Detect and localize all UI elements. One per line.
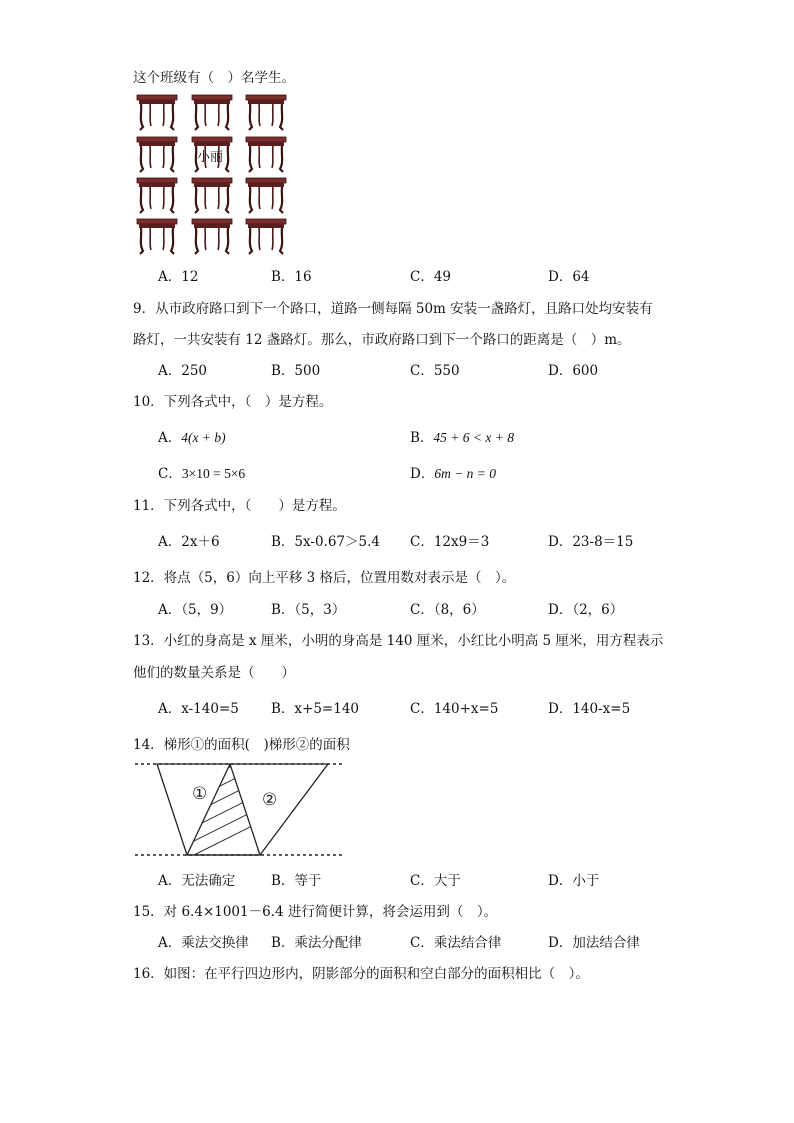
q8-option-b[interactable]: B．16	[271, 269, 312, 285]
q14-option-d[interactable]: D．小于	[548, 873, 600, 889]
desk-icon	[191, 218, 233, 256]
q15-option-b[interactable]: B．乘法分配律	[271, 935, 362, 951]
q10-option-b-prefix: B．	[410, 430, 434, 446]
q11-option-d[interactable]: D．23-8＝15	[548, 534, 634, 550]
q13-option-c[interactable]: C．140+x=5	[410, 701, 499, 717]
q8-option-d[interactable]: D．64	[548, 269, 590, 285]
q15-option-c[interactable]: C．乘法结合律	[410, 935, 502, 951]
q14-option-c[interactable]: C．大于	[410, 873, 461, 889]
trapezoid-2-label: ②	[262, 790, 278, 810]
q10-option-b[interactable]	[410, 426, 514, 446]
q8-option-c[interactable]: C．49	[410, 269, 452, 285]
q13-option-d[interactable]: D．140-x=5	[548, 701, 631, 717]
q10-option-a-expr: 4(x + b)	[181, 430, 226, 445]
shaded-overlap-region	[170, 757, 270, 862]
q9-stem-line1: 9．从市政府路口到下一个路口，道路一侧每隔 50m 安装一盏路灯，且路口处均安装有	[133, 301, 653, 317]
q11-option-a[interactable]: A．2x＋6	[158, 534, 220, 550]
q9-option-d[interactable]: D．600	[548, 363, 599, 379]
trapezoid-figure	[130, 757, 350, 862]
desk-icon	[136, 177, 178, 215]
q14-option-a[interactable]: A．无法确定	[158, 873, 236, 889]
q14-option-b[interactable]: B．等于	[271, 873, 322, 889]
q10-option-b-expr: 45 + 6 < x + 8	[433, 430, 514, 445]
q8-option-a[interactable]: A．12	[158, 269, 199, 285]
q9-option-b[interactable]: B．500	[271, 363, 321, 379]
desk-icon	[136, 94, 178, 132]
q10-option-c[interactable]	[158, 462, 245, 482]
q10-option-d[interactable]	[410, 462, 496, 482]
q10-stem: 10．下列各式中，（ ）是方程。	[133, 394, 333, 410]
desk-label-xiaoli: 小丽	[197, 150, 224, 165]
desk-icon	[245, 94, 287, 132]
q15-option-d[interactable]: D．加法结合律	[548, 935, 640, 951]
q12-option-a[interactable]: A．（5，9）	[158, 602, 233, 618]
trapezoid-1-label: ①	[192, 784, 208, 804]
q13-option-b[interactable]: B．x+5=140	[271, 701, 360, 717]
q12-option-d[interactable]: D．（2，6）	[548, 602, 624, 618]
q13-stem-line1: 13．小红的身高是 x 厘米，小明的身高是 140 厘米，小红比小明高 5 厘米，用方程表示	[133, 633, 664, 649]
q9-option-c[interactable]: C．550	[410, 363, 460, 379]
desk-icon	[245, 218, 287, 256]
desk-icon	[136, 136, 178, 174]
q10-option-d-expr: 6m − n = 0	[434, 466, 497, 481]
q14-stem: 14．梯形①的面积( )梯形②的面积	[133, 737, 350, 753]
desk-icon	[191, 177, 233, 215]
desk-icon	[191, 94, 233, 132]
q11-option-c[interactable]: C．12x9＝3	[410, 534, 490, 550]
q13-stem-line2: 他们的数量关系是（ ）	[133, 665, 295, 681]
q10-option-a-prefix: A．	[158, 430, 182, 446]
q15-option-a[interactable]: A．乘法交换律	[158, 935, 249, 951]
desk-icon	[136, 218, 178, 256]
q9-option-a[interactable]: A．250	[158, 363, 208, 379]
q15-stem: 15．对 6.4×1001－6.4 进行简便计算，将会运用到（ ）。	[133, 904, 498, 920]
q11-option-b[interactable]: B．5x-0.67＞5.4	[271, 534, 380, 550]
q13-option-a[interactable]: A．x-140=5	[158, 701, 239, 717]
q10-option-c-expr: 3×10 = 5×6	[181, 466, 246, 481]
q16-stem: 16．如图：在平行四边形内，阴影部分的面积和空白部分的面积相比（ ）。	[133, 966, 589, 982]
q11-stem: 11．下列各式中，（ ）是方程。	[133, 498, 346, 514]
q8-stem: 这个班级有（ ）名学生。	[133, 70, 295, 86]
desk-icon	[245, 177, 287, 215]
trapezoid-2	[187, 764, 328, 855]
q12-option-c[interactable]: C．（8，6）	[410, 602, 485, 618]
q10-option-c-prefix: C．	[158, 466, 182, 482]
q10-option-d-prefix: D．	[410, 466, 435, 482]
q12-stem: 12．将点（5，6）向上平移 3 格后，位置用数对表示是（ ）。	[133, 570, 516, 586]
q12-option-b[interactable]: B．（5，3）	[271, 602, 346, 618]
desk-icon	[245, 136, 287, 174]
q9-stem-line2: 路灯，一共安装有 12 盏路灯。那么，市政府路口到下一个路口的距离是（ ）m。	[133, 332, 631, 348]
q10-option-a[interactable]	[158, 426, 226, 446]
